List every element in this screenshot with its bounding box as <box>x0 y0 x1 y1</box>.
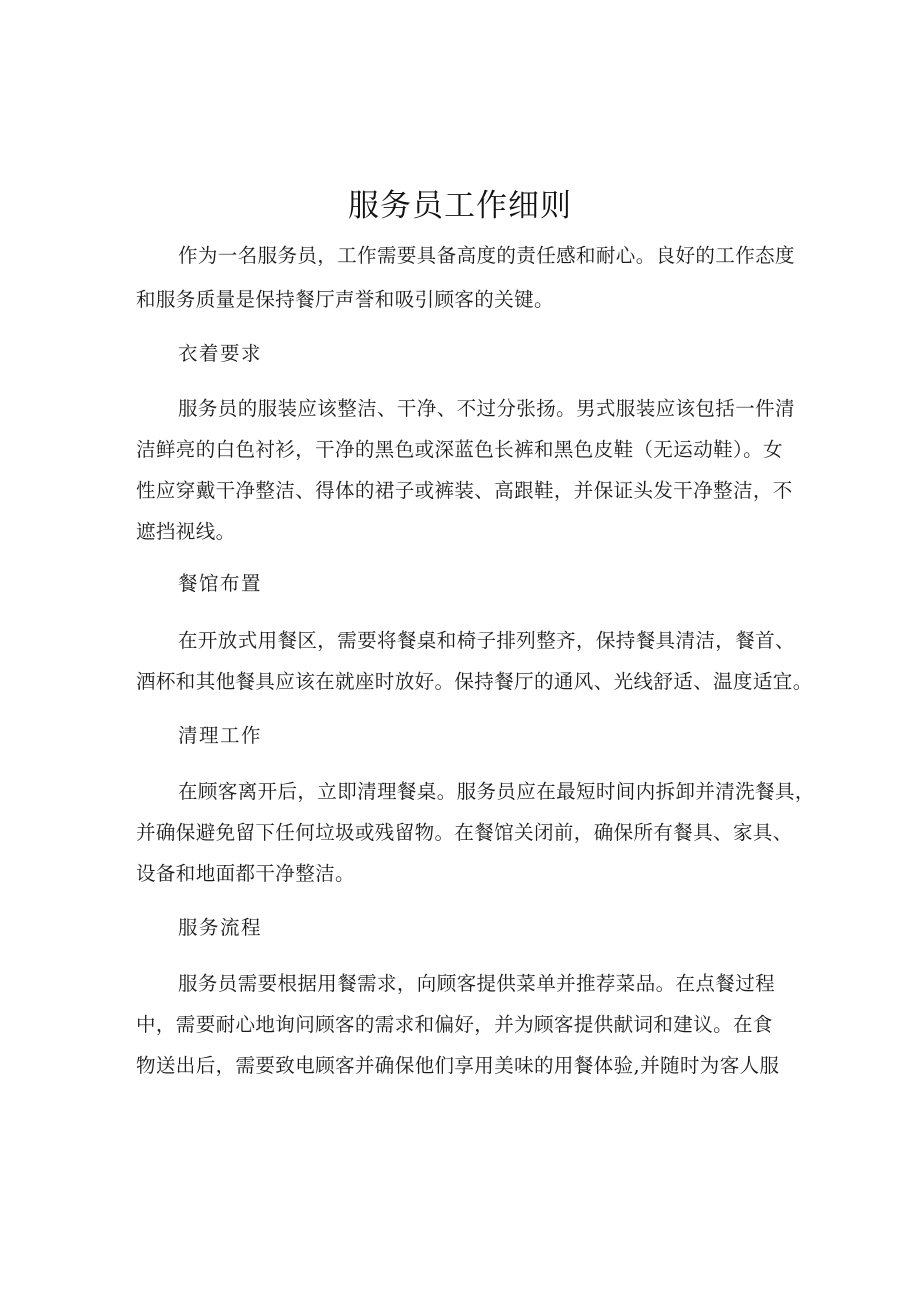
section-heading-service: 服务流程 <box>178 916 263 939</box>
paragraph-line: 性应穿戴干净整洁、得体的裙子或裤装、高跟鞋，并保证头发干净整洁，不 <box>136 479 793 502</box>
intro-line: 和服务质量是保持餐厅声誉和吸引顾客的关键。 <box>136 288 554 311</box>
paragraph-line: 中，需要耐心地询问顾客的需求和偏好，并为顾客提供献词和建议。在食 <box>136 1013 773 1036</box>
section-heading-attire: 衣着要求 <box>178 342 263 365</box>
paragraph-line: 服务员的服装应该整洁、干净、不过分张扬。男式服装应该包括一件清 <box>178 397 795 420</box>
paragraph-line: 设备和地面都干净整洁。 <box>136 862 355 885</box>
paragraph-line: 酒杯和其他餐具应该在就座时放好。保持餐厅的通风、光线舒适、温度适宜。 <box>136 670 813 693</box>
intro-line: 作为一名服务员，工作需要具备高度的责任感和耐心。良好的工作态度 <box>178 244 795 267</box>
paragraph-line: 洁鲜亮的白色衬衫，干净的黑色或深蓝色长裤和黑色皮鞋（无运动鞋）。女 <box>136 438 783 461</box>
paragraph-line: 在顾客离开后，立即清理餐桌。服务员应在最短时间内拆卸并清洗餐具， <box>178 780 815 803</box>
paragraph-line: 并确保避免留下任何垃圾或残留物。在餐馆关闭前，确保所有餐具、家具、 <box>136 821 793 844</box>
paragraph-line: 在开放式用餐区，需要将餐桌和椅子排列整齐，保持餐具清洁，餐首、 <box>178 629 795 652</box>
section-heading-cleaning: 清理工作 <box>178 724 263 747</box>
paragraph-line: 遮挡视线。 <box>136 520 236 543</box>
paragraph-line: 物送出后，需要致电顾客并确保他们享用美味的用餐体验,并随时为客人服 <box>136 1054 780 1077</box>
paragraph-line: 服务员需要根据用餐需求，向顾客提供菜单并推荐菜品。在点餐过程 <box>178 972 776 995</box>
page-title: 服务员工作细则 <box>348 188 572 224</box>
section-heading-layout: 餐馆布置 <box>178 572 263 595</box>
